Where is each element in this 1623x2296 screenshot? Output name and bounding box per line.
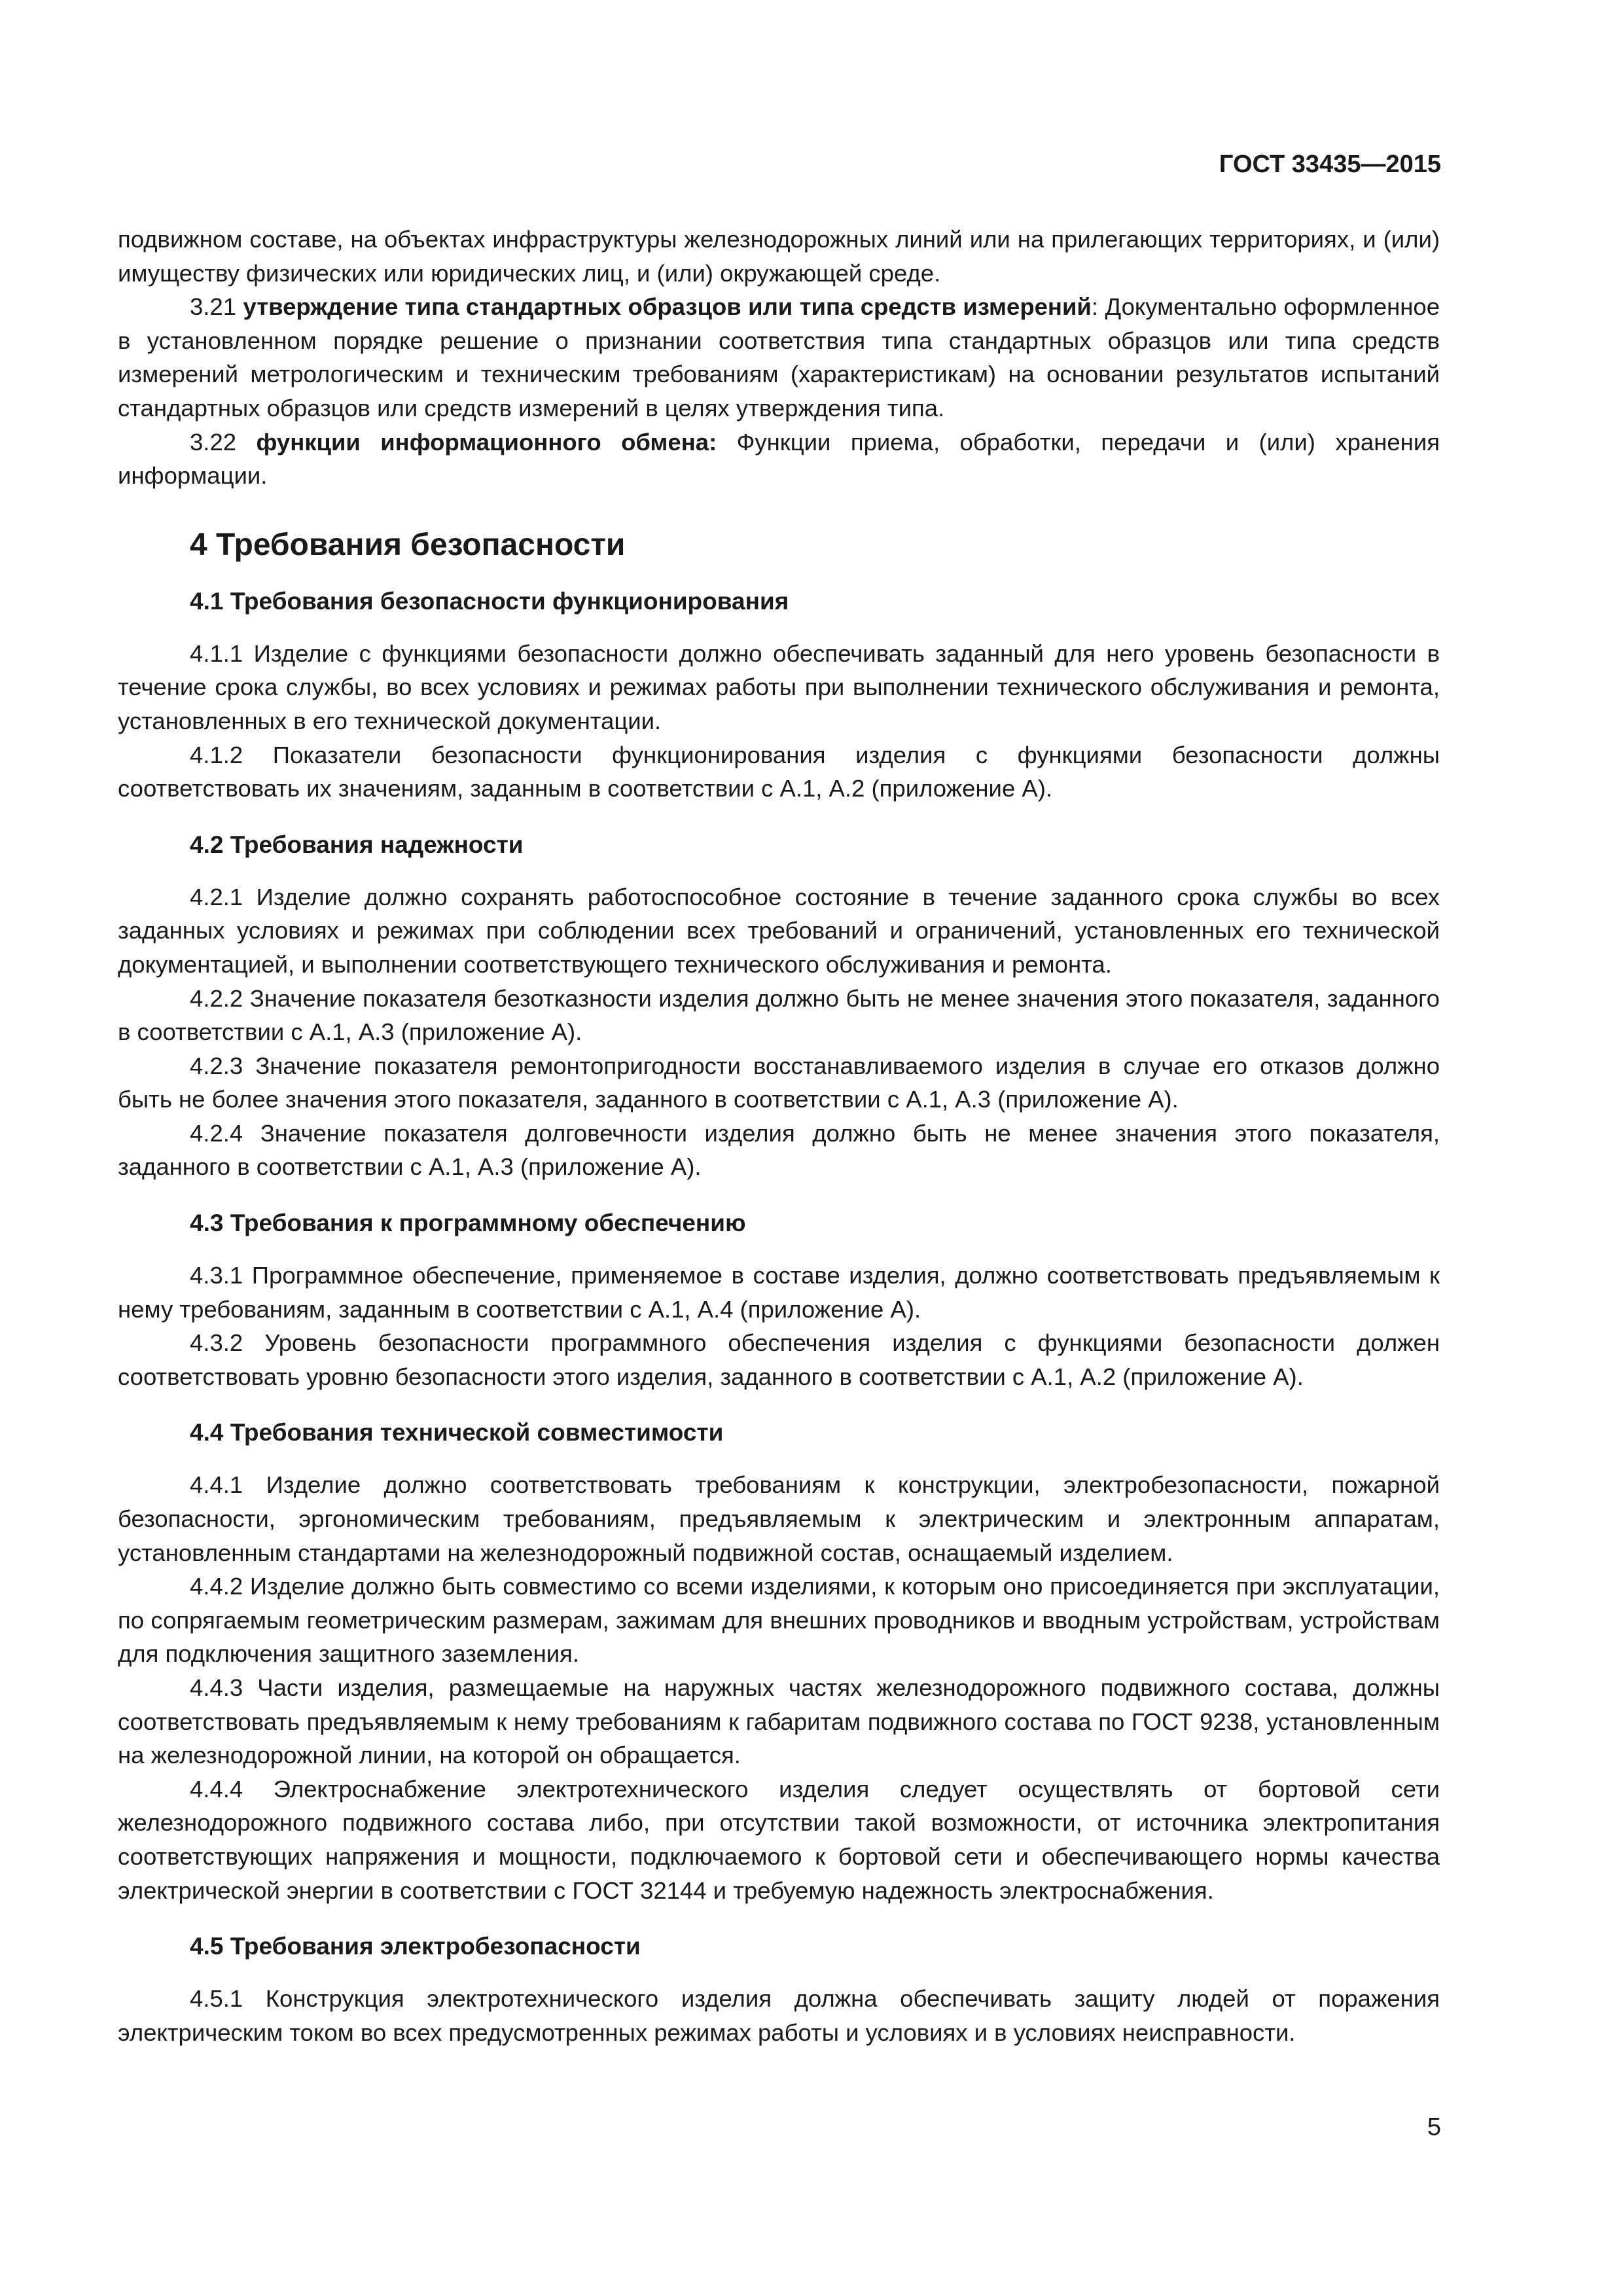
- paragraph: 4.4.4 Электроснабжение электротехнического изделия следует осуществлять от бортовой сети железнодорожного подвижного состава либо, при отсутствии такой возможности, от источника электропитания соответствующих напряжения и мощности, подключаемого к бортовой сети и обеспечивающего нормы качества электрической энергии в соответствии с ГОСТ 32144 и требуемую надежность электроснабжения.: [118, 1775, 1440, 1904]
- definition-number: 3.21: [190, 293, 237, 321]
- definition-3-21: [118, 290, 1440, 425]
- definition-text: Функции приема, обработки, передачи и (или) хранения информации.: [118, 428, 1440, 490]
- subsection-heading: 4.2 Требования надежности: [190, 831, 524, 858]
- paragraph: 4.4.1 Изделие должно соответствовать требованиям к конструкции, электробезопасности, пожарной безопасности, эргономическим требованиям, предъявляемым к электрическим и электронным аппаратам, установленным стандартами на железнодорожный подвижной состав, оснащаемый изделием.: [118, 1471, 1440, 1566]
- paragraph: 4.2.4 Значение показателя долговечности изделия должно быть не менее значения этого показателя, заданного в соответствии с А.1, А.3 (приложение А).: [118, 1119, 1440, 1181]
- paragraph: 4.1.1 Изделие с функциями безопасности должно обеспечивать заданный для него уровень безопасности в течение срока службы, во всех условиях и режимах работы при выполнении технического обслуживания и ремонта, установленных в его технической документации.: [118, 639, 1440, 734]
- paragraph: 4.4.3 Части изделия, размещаемые на наружных частях железнодорожного подвижного состава, должны соответствовать предъявляемым к нему требованиям к габаритам подвижного состава по ГОСТ 9238, установленным на железнодорожной линии, на которой он обращается.: [118, 1674, 1440, 1769]
- subsection-heading: 4.1 Требования безопасности функционирования: [190, 587, 789, 615]
- subsection-heading: 4.4 Требования технической совместимости: [190, 1419, 724, 1446]
- definition-3-22: [118, 425, 1440, 493]
- subsection-heading: 4.5 Требования электробезопасности: [190, 1933, 641, 1960]
- paragraph: 4.1.2 Показатели безопасности функционирования изделия с функциями безопасности должны соответствовать их значениям, заданным в соответствии с А.1, А.2 (приложение А).: [118, 741, 1440, 802]
- paragraph: 4.3.1 Программное обеспечение, применяемое в составе изделия, должно соответствовать предъявляемым к нему требованиям, заданным в соответствии с А.1, А.4 (приложение А).: [118, 1262, 1440, 1323]
- paragraph-continuation: подвижном составе, на объектах инфраструктуры железнодорожных линий или на прилегающих территориях, и (или) имуществу физических или юридических лиц, и (или) окружающей среде.: [118, 226, 1440, 287]
- paragraph: 4.2.1 Изделие должно сохранять работоспособное состояние в течение заданного срока службы во всех заданных условиях и режимах при соблюдении всех требований и ограничений, установленных его технической документацией, и выполнении соответствующего технического обслуживания и ремонта.: [118, 883, 1440, 978]
- definition-term: утверждение типа стандартных образцов или типа средств измерений: [243, 293, 1092, 321]
- definition-text: : Документально оформленное в установленном порядке решение о признании соответствия типа стандартных образцов или типа средств измерений метрологическим и техническим требованиям (характеристикам) на основании результатов испытаний стандартных образцов или средств измерений в целях утверждения типа.: [118, 293, 1440, 422]
- paragraph: 4.4.2 Изделие должно быть совместимо со всеми изделиями, к которым оно присоединяется при эксплуатации, по сопрягаемым геометрическим размерам, зажимам для внешних проводников и вводным устройствам, устройствам для подключения защитного заземления.: [118, 1573, 1440, 1668]
- subsection-heading: 4.3 Требования к программному обеспечению: [190, 1210, 746, 1237]
- section-heading: 4 Требования безопасности: [190, 527, 626, 562]
- page-number: 5: [1427, 2113, 1441, 2141]
- paragraph: 4.2.3 Значение показателя ремонтопригодности восстанавливаемого изделия в случае его отказов должно быть не более значения этого показателя, заданного в соответствии с А.1, А.3 (приложение А).: [118, 1052, 1440, 1113]
- paragraph: 4.2.2 Значение показателя безотказности изделия должно быть не менее значения этого показателя, заданного в соответствии с А.1, А.3 (приложение А).: [118, 984, 1440, 1046]
- paragraph: 4.3.2 Уровень безопасности программного обеспечения изделия с функциями безопасности должен соответствовать уровню безопасности этого изделия, заданного в соответствии с А.1, А.2 (приложение А).: [118, 1329, 1440, 1390]
- definition-term: функции информационного обмена:: [256, 428, 717, 456]
- paragraph: 4.5.1 Конструкция электротехнического изделия должна обеспечивать защиту людей от поражения электрическим током во всех предусмотренных режимах работы и условиях и в условиях неисправности.: [118, 1985, 1440, 2046]
- definition-number: 3.22: [190, 428, 237, 456]
- document-header: ГОСТ 33435—2015: [1219, 151, 1441, 178]
